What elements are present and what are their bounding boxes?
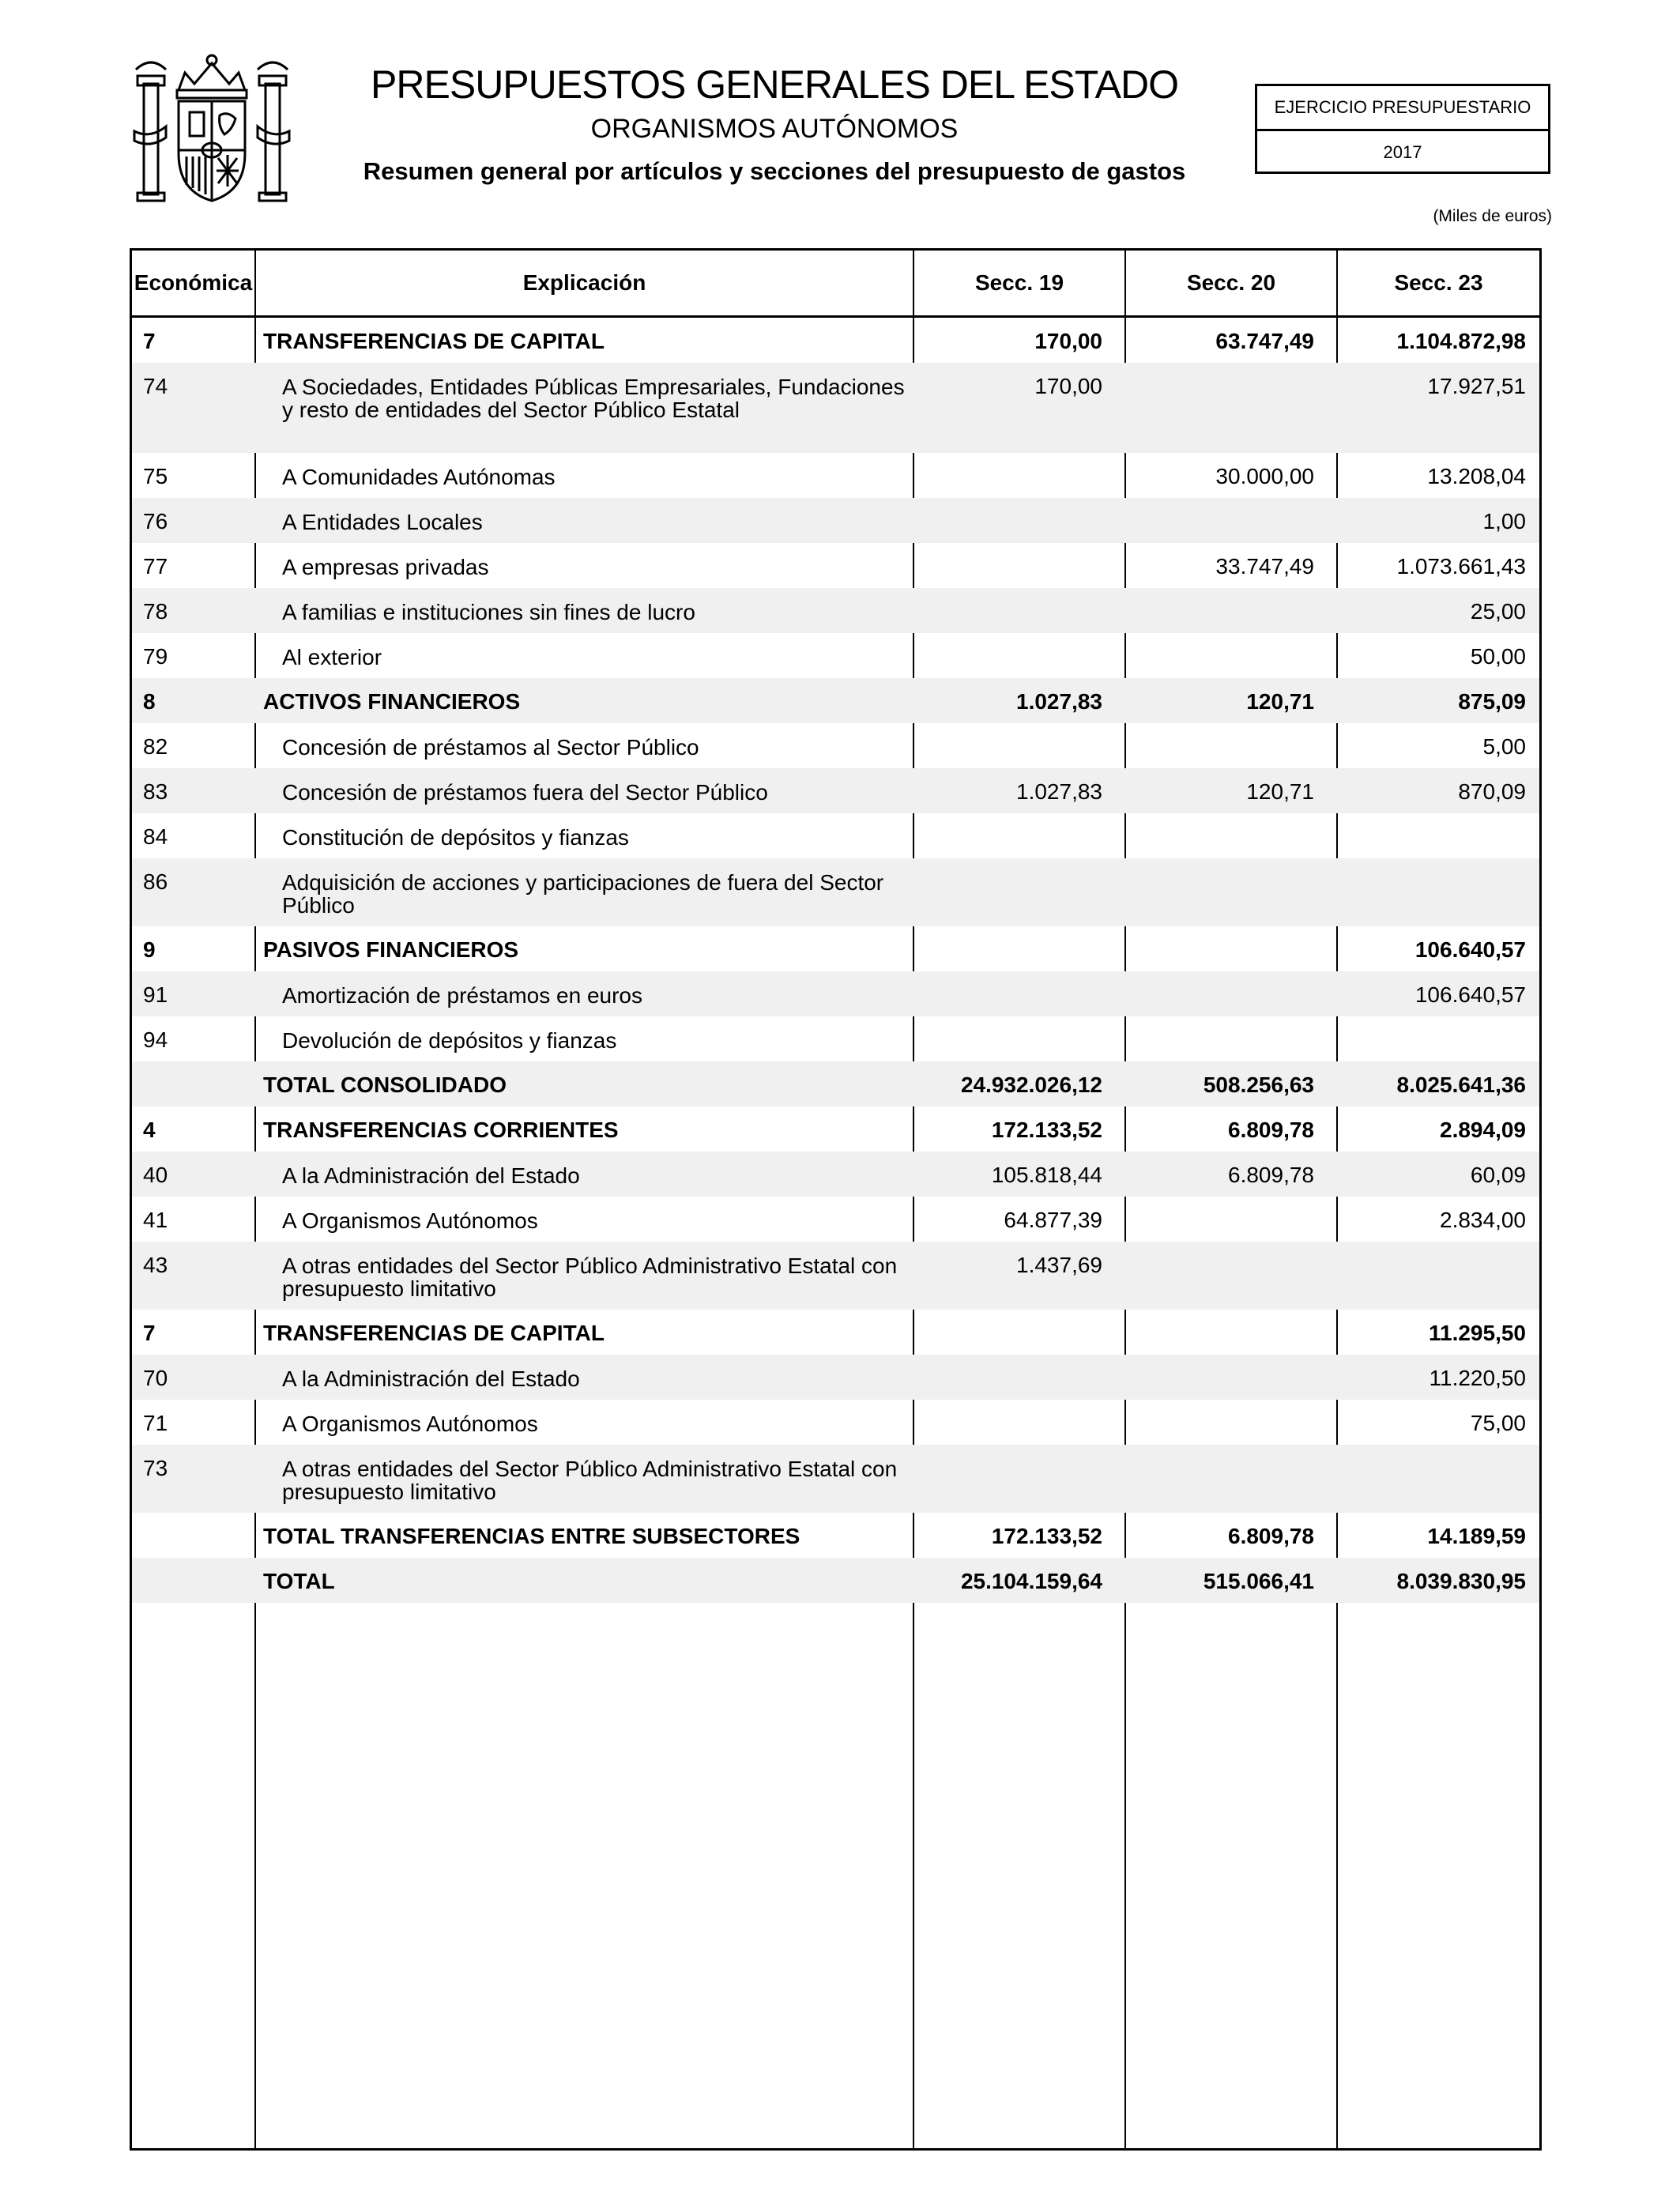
explanation-cell: A la Administración del Estado [282, 1163, 580, 1188]
table-row [132, 498, 1539, 543]
economic-code-cell: 94 [143, 1027, 168, 1052]
table-row [132, 768, 1539, 813]
table-row [132, 588, 1539, 633]
explanation-cell: ACTIVOS FINANCIEROS [263, 689, 521, 714]
economic-code-cell: 73 [143, 1456, 168, 1480]
table-row [132, 633, 1539, 678]
economic-code-cell: 41 [143, 1208, 168, 1232]
explanation-cell: TRANSFERENCIAS DE CAPITAL [263, 329, 605, 353]
secc-20-value: 120,71 [1246, 689, 1314, 714]
secc-19-value: 1.437,69 [1016, 1253, 1102, 1277]
table-row [132, 678, 1539, 723]
table-row [132, 1355, 1539, 1400]
secc-19-value: 1.027,83 [1016, 689, 1102, 714]
economic-code-cell: 91 [143, 982, 168, 1007]
secc-20-value [1121, 1400, 1314, 1412]
secc-19-value [910, 1400, 1102, 1412]
economic-code-cell: 84 [143, 824, 168, 849]
exercise-label: EJERCICIO PRESUPUESTARIO [1257, 86, 1548, 131]
budget-table [130, 248, 1542, 2151]
secc-19-value [910, 1016, 1102, 1029]
economic-code-cell: 7 [143, 329, 156, 353]
secc-23-value [1333, 1445, 1526, 1457]
economic-code-cell: 77 [143, 554, 168, 579]
secc-20-value [1121, 1197, 1314, 1209]
table-row [132, 1016, 1539, 1061]
secc-20-value [1121, 813, 1314, 826]
secc-23-value: 5,00 [1482, 734, 1526, 759]
explanation-cell: Constitución de depósitos y fianzas [282, 825, 629, 850]
secc-20-value [1121, 971, 1314, 984]
secc-23-value: 1,00 [1482, 509, 1526, 533]
secc-20-value [1121, 1310, 1314, 1322]
secc-19-value: 64.877,39 [1004, 1208, 1102, 1232]
column-header-economica: Económica [134, 270, 253, 295]
economic-code-cell: 76 [143, 509, 168, 533]
economic-code-cell [143, 1061, 246, 1074]
secc-19-value [910, 926, 1102, 939]
economic-code-cell: 83 [143, 779, 168, 804]
secc-23-value [1333, 1016, 1526, 1029]
spanish-coat-of-arms-icon [133, 52, 291, 207]
secc-23-value: 1.073.661,43 [1396, 554, 1526, 579]
table-row [132, 1445, 1539, 1513]
secc-19-value [910, 723, 1102, 736]
secc-19-value: 170,00 [1034, 374, 1102, 398]
secc-23-value [1333, 858, 1526, 871]
secc-19-value: 105.818,44 [991, 1163, 1102, 1187]
table-row [132, 813, 1539, 858]
column-header-secc-23: Secc. 23 [1394, 270, 1483, 295]
secc-20-value: 6.809,78 [1228, 1118, 1314, 1142]
secc-19-value [910, 1355, 1102, 1367]
table-row [132, 1061, 1539, 1106]
secc-19-value [910, 543, 1102, 556]
secc-23-value: 106.640,57 [1414, 982, 1526, 1007]
explanation-cell: A otras entidades del Sector Público Administrativo Estatal con presupuesto limitativo [282, 1253, 898, 1301]
secc-23-value: 2.834,00 [1440, 1208, 1526, 1232]
secc-23-value: 8.039.830,95 [1396, 1569, 1526, 1593]
secc-19-value [910, 453, 1102, 466]
explanation-cell: Amortización de préstamos en euros [282, 983, 642, 1008]
table-header [132, 251, 1539, 318]
secc-20-value: 33.747,49 [1215, 554, 1314, 579]
explanation-cell: TOTAL TRANSFERENCIAS ENTRE SUBSECTORES [263, 1524, 800, 1548]
exercise-year: 2017 [1383, 142, 1422, 162]
secc-23-value: 11.295,50 [1428, 1321, 1526, 1345]
secc-19-value [910, 498, 1102, 511]
units-label: (Miles de euros) [1433, 207, 1552, 225]
secc-20-value: 6.809,78 [1228, 1524, 1314, 1548]
secc-23-value: 75,00 [1470, 1411, 1526, 1435]
secc-20-value: 63.747,49 [1215, 329, 1314, 353]
economic-code-cell: 78 [143, 599, 168, 624]
secc-19-value: 25.104.159,64 [960, 1569, 1102, 1593]
table-row [132, 1400, 1539, 1445]
explanation-cell: A otras entidades del Sector Público Administrativo Estatal con presupuesto limitativo [282, 1457, 898, 1504]
secc-20-value [1121, 1445, 1314, 1457]
secc-20-value [1121, 1242, 1314, 1254]
table-row [132, 926, 1539, 971]
explanation-cell: A empresas privadas [282, 555, 489, 579]
table-row [132, 1152, 1539, 1197]
economic-code-cell: 74 [143, 374, 168, 398]
table-row [132, 453, 1539, 498]
explanation-cell: A Organismos Autónomos [282, 1208, 538, 1233]
explanation-cell: Concesión de préstamos al Sector Público [282, 735, 699, 760]
table-row [132, 971, 1539, 1016]
table-row [132, 1106, 1539, 1152]
secc-19-value [910, 971, 1102, 984]
secc-23-value: 13.208,04 [1427, 464, 1526, 488]
secc-20-value: 30.000,00 [1215, 464, 1314, 488]
secc-20-value: 515.066,41 [1203, 1569, 1314, 1593]
secc-23-value: 14.189,59 [1427, 1524, 1526, 1548]
explanation-cell: PASIVOS FINANCIEROS [263, 937, 519, 962]
document-header [332, 62, 1217, 188]
secc-19-value: 170,00 [1034, 329, 1102, 353]
explanation-cell: A Comunidades Autónomas [282, 465, 556, 489]
secc-19-value: 172.133,52 [991, 1524, 1102, 1548]
secc-19-value [910, 1445, 1102, 1457]
secc-19-value: 24.932.026,12 [960, 1072, 1102, 1097]
economic-code-cell: 82 [143, 734, 168, 759]
secc-20-value [1121, 926, 1314, 939]
page-description: Resumen general por artículos y secciones del presupuesto de gastos [363, 157, 1186, 185]
secc-20-value: 508.256,63 [1203, 1072, 1314, 1097]
secc-20-value [1121, 1355, 1314, 1367]
secc-23-value: 25,00 [1470, 599, 1526, 624]
secc-20-value [1121, 633, 1314, 646]
table-row [132, 543, 1539, 588]
explanation-cell: Devolución de depósitos y fianzas [282, 1028, 617, 1053]
secc-23-value: 1.104.872,98 [1396, 329, 1526, 353]
secc-19-value [910, 813, 1102, 826]
page-title: PRESUPUESTOS GENERALES DEL ESTADO [371, 62, 1178, 107]
table-row [132, 1197, 1539, 1242]
secc-23-value: 60,09 [1470, 1163, 1526, 1187]
secc-20-value [1121, 363, 1314, 375]
secc-19-value [910, 858, 1102, 871]
economic-code-cell: 86 [143, 869, 168, 894]
secc-20-value [1121, 1016, 1314, 1029]
explanation-cell: A la Administración del Estado [282, 1367, 580, 1391]
economic-code-cell: 40 [143, 1163, 168, 1187]
economic-code-cell: 75 [143, 464, 168, 488]
table-row [132, 363, 1539, 453]
economic-code-cell: 43 [143, 1253, 168, 1277]
secc-23-value: 870,09 [1458, 779, 1526, 804]
table-row [132, 1558, 1539, 1603]
explanation-cell: TRANSFERENCIAS CORRIENTES [263, 1118, 619, 1142]
secc-23-value: 17.927,51 [1427, 374, 1526, 398]
explanation-cell: A Entidades Locales [282, 510, 483, 534]
economic-code-cell: 79 [143, 644, 168, 669]
economic-code-cell: 4 [143, 1118, 156, 1142]
secc-19-value [910, 633, 1102, 646]
explanation-cell: A familias e instituciones sin fines de lucro [282, 600, 695, 624]
column-header-explicacion: Explicación [522, 270, 646, 295]
secc-20-value: 120,71 [1246, 779, 1314, 804]
economic-code-cell: 8 [143, 689, 156, 714]
explanation-cell: Concesión de préstamos fuera del Sector Público [282, 780, 768, 805]
explanation-cell: Adquisición de acciones y participaciones de fuera del Sector Público [282, 870, 884, 918]
table-row [132, 1513, 1539, 1558]
secc-23-value: 50,00 [1470, 644, 1526, 669]
secc-23-value [1333, 1242, 1526, 1254]
secc-23-value: 2.894,09 [1440, 1118, 1526, 1142]
secc-19-value [910, 1310, 1102, 1322]
column-header-secc-20: Secc. 20 [1186, 270, 1276, 295]
explanation-cell: A Organismos Autónomos [282, 1412, 538, 1436]
secc-23-value: 106.640,57 [1414, 937, 1526, 962]
secc-20-value [1121, 498, 1314, 511]
secc-19-value: 172.133,52 [991, 1118, 1102, 1142]
economic-code-cell [143, 1513, 246, 1525]
explanation-cell: A Sociedades, Entidades Públicas Empresariales, Fundaciones y resto de entidades del Sector Público Estatal [282, 375, 905, 422]
secc-20-value [1121, 588, 1314, 601]
secc-23-value: 8.025.641,36 [1396, 1072, 1526, 1097]
table-row [132, 858, 1539, 926]
economic-code-cell: 9 [143, 937, 156, 962]
secc-19-value [910, 588, 1102, 601]
explanation-cell: TOTAL [263, 1569, 335, 1593]
economic-code-cell [143, 1558, 246, 1570]
table-row [132, 723, 1539, 768]
explanation-cell: Al exterior [282, 645, 382, 669]
exercise-box [1255, 84, 1550, 174]
table-row [132, 318, 1539, 363]
table-body [132, 318, 1539, 1603]
secc-20-value: 6.809,78 [1228, 1163, 1314, 1187]
economic-code-cell: 70 [143, 1366, 168, 1390]
secc-23-value: 875,09 [1458, 689, 1526, 714]
table-row [132, 1242, 1539, 1310]
explanation-cell: TRANSFERENCIAS DE CAPITAL [263, 1321, 605, 1345]
page-subtitle: ORGANISMOS AUTÓNOMOS [590, 114, 959, 144]
table-row [132, 1310, 1539, 1355]
secc-23-value [1333, 813, 1526, 826]
secc-23-value: 11.220,50 [1429, 1366, 1526, 1390]
column-header-secc-19: Secc. 19 [974, 270, 1064, 295]
economic-code-cell: 7 [143, 1321, 156, 1345]
economic-code-cell: 71 [143, 1411, 168, 1435]
secc-20-value [1121, 723, 1314, 736]
secc-19-value: 1.027,83 [1016, 779, 1102, 804]
explanation-cell: TOTAL CONSOLIDADO [263, 1072, 507, 1097]
secc-20-value [1121, 858, 1314, 871]
